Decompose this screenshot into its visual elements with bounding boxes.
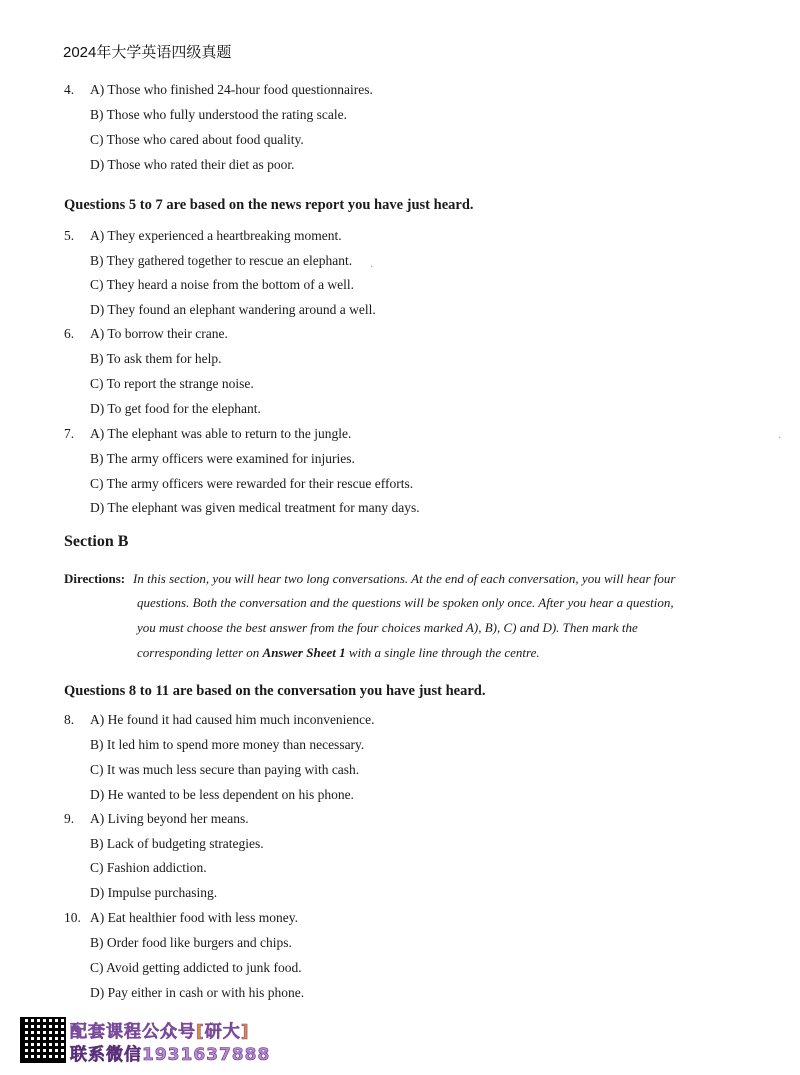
directions-line-4-tail: with a single line through the centre. bbox=[345, 645, 540, 660]
question-number: 10. bbox=[64, 910, 81, 925]
directions-line-1: In this section, you will hear two long conversations. At the end of each conversation, you will hear four bbox=[133, 571, 676, 586]
option-c: C) Fashion addiction. bbox=[90, 860, 207, 875]
section-b-title: Section B bbox=[64, 533, 129, 550]
option-a: A) They experienced a heartbreaking moment. bbox=[90, 228, 342, 243]
option-b: B) The army officers were examined for injuries. bbox=[90, 451, 355, 466]
option-a: A) The elephant was able to return to the jungle. bbox=[90, 426, 352, 441]
option-a: A) To borrow their crane. bbox=[90, 326, 228, 341]
scan-speck: · bbox=[370, 262, 374, 273]
option-b: B) They gathered together to rescue an elephant. bbox=[90, 253, 353, 268]
promo-watermark bbox=[20, 1015, 320, 1065]
question-number: 9. bbox=[64, 811, 75, 826]
option-b: B) Lack of budgeting strategies. bbox=[90, 836, 264, 851]
option-c: C) Avoid getting addicted to junk food. bbox=[90, 960, 302, 975]
option-d: D) They found an elephant wandering around a well. bbox=[90, 302, 376, 317]
promo-line-2: 联系微信1931637888 bbox=[70, 1045, 271, 1065]
question-number: 5. bbox=[64, 228, 75, 243]
option-c: C) Those who cared about food quality. bbox=[90, 132, 304, 147]
subheading-questions-5-7: Questions 5 to 7 are based on the news report you have just heard. bbox=[64, 197, 474, 213]
option-b: B) Order food like burgers and chips. bbox=[90, 935, 292, 950]
option-c: C) The army officers were rewarded for their rescue efforts. bbox=[90, 476, 414, 491]
option-b: B) It led him to spend more money than necessary. bbox=[90, 737, 365, 752]
option-d: D) To get food for the elephant. bbox=[90, 401, 261, 416]
option-a: A) Living beyond her means. bbox=[90, 811, 249, 826]
option-a: A) Eat healthier food with less money. bbox=[90, 910, 298, 925]
option-b: B) To ask them for help. bbox=[90, 351, 222, 366]
directions-line-2: questions. Both the conversation and the questions will be spoken only once. After you hear a question, bbox=[137, 595, 674, 610]
directions-label: Directions: bbox=[64, 571, 126, 586]
question-number: 4. bbox=[64, 82, 75, 97]
question-number: 6. bbox=[64, 326, 75, 341]
answer-sheet-emphasis: Answer Sheet 1 bbox=[262, 645, 346, 660]
option-c: C) To report the strange noise. bbox=[90, 376, 254, 391]
promo-line-1: 配套课程公众号[研大] bbox=[70, 1022, 250, 1042]
qr-code-icon bbox=[20, 1017, 66, 1063]
question-number: 7. bbox=[64, 426, 75, 441]
option-d: D) The elephant was given medical treatment for many days. bbox=[90, 500, 420, 515]
option-a: A) He found it had caused him much inconvenience. bbox=[90, 712, 375, 727]
directions-line-3: you must choose the best answer from the four choices marked A), B), C) and D). Then mark the bbox=[137, 620, 638, 635]
option-c: C) It was much less secure than paying with cash. bbox=[90, 762, 360, 777]
option-d: D) He wanted to be less dependent on his phone. bbox=[90, 787, 354, 802]
directions-line-4 bbox=[137, 645, 540, 661]
subheading-questions-8-11: Questions 8 to 11 are based on the conversation you have just heard. bbox=[64, 683, 486, 699]
option-d: D) Impulse purchasing. bbox=[90, 885, 218, 900]
option-a: A) Those who finished 24-hour food questionnaires. bbox=[90, 82, 373, 97]
page-header-title: 2024年大学英语四级真题 bbox=[63, 44, 232, 61]
option-d: D) Pay either in cash or with his phone. bbox=[90, 985, 305, 1000]
option-b: B) Those who fully understood the rating scale. bbox=[90, 107, 347, 122]
scan-speck: · bbox=[778, 433, 782, 444]
question-number: 8. bbox=[64, 712, 75, 727]
option-c: C) They heard a noise from the bottom of a well. bbox=[90, 277, 355, 292]
directions-line-4-text: corresponding letter on bbox=[137, 645, 263, 660]
option-d: D) Those who rated their diet as poor. bbox=[90, 157, 295, 172]
